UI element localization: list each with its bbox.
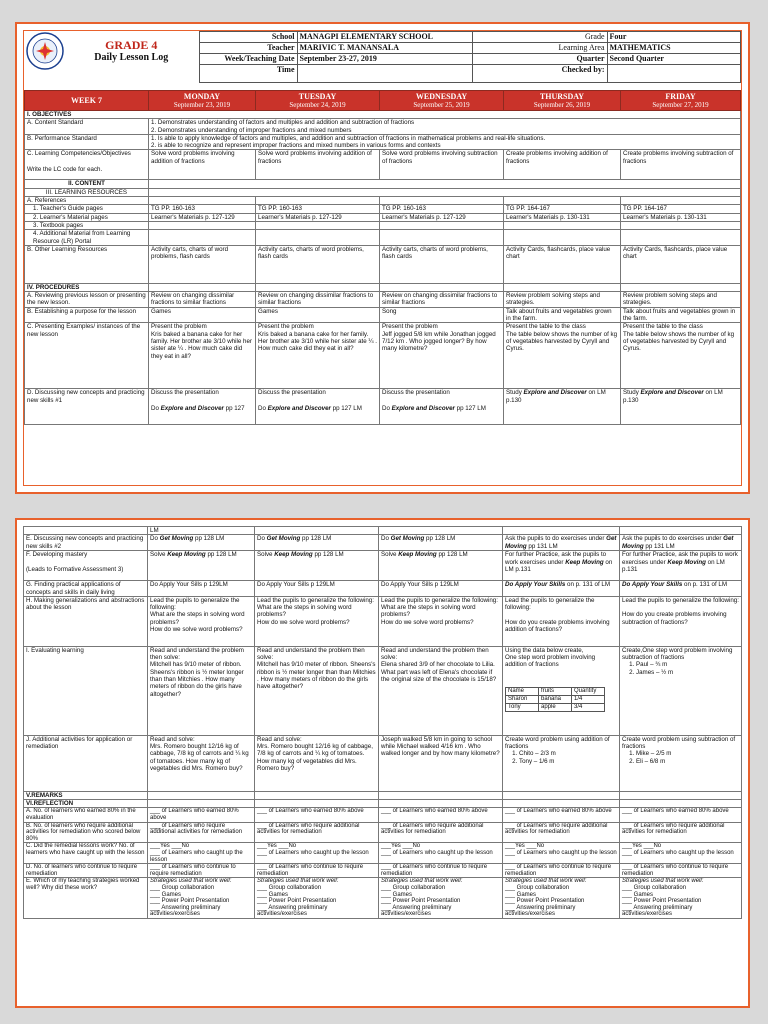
week-cell <box>25 91 149 111</box>
proc-h-wednesday: Lead the pupils to generalize the following: What are the steps in solving word problems? How do we solve word problems? <box>379 596 503 646</box>
tg-monday: TG PP. 160-163 <box>149 205 256 213</box>
proc-d-wednesday <box>380 389 504 425</box>
tg-thursday: TG PP. 164-167 <box>504 205 621 213</box>
lm-thursday: Learner's Materials p. 130-131 <box>504 213 621 221</box>
teacher-value: MARIVIC T. MANANSALA <box>297 43 472 54</box>
day-thursday <box>504 91 621 111</box>
proc-e-label: E. Discussing new concepts and practicing new skills #2 <box>24 535 148 551</box>
quarter-label: Quarter <box>472 54 607 65</box>
proc-c-friday: Present the table to the class The table below shows the number of kg of vegetables harvested by Cyryll and Cyrus. <box>621 323 741 389</box>
reflection-d-tuesday: ___ of Learners who continue to require remediation <box>255 864 379 878</box>
other-friday: Activity Cards, flashcards, place value chart <box>621 245 741 283</box>
discuss-text: Discuss the presentation <box>258 389 326 397</box>
proc-e-wednesday: Do Get Moving pp 128 LM <box>379 535 503 551</box>
proc-h-monday: Lead the pupils to generalize the following: What are the steps in solving word problems? How do we solve word problems? <box>148 596 255 646</box>
reflection-a-tuesday: ___ of Learners who earned 80% above <box>255 808 379 822</box>
list-item: 1. Chito – 2/3 m <box>519 750 617 757</box>
mini-head-name: Name <box>506 687 539 695</box>
strategies-list: ___ Group collaboration ___ Games ___ Power Point Presentation ___ Answering preliminary activities/exercises <box>505 885 585 918</box>
proc-j-thursday <box>503 735 620 791</box>
proc-f-monday: Solve Keep Moving pp 128 LM <box>148 551 255 581</box>
j-friday-text: Create word problem using subtraction of fractions <box>622 735 736 751</box>
reflection-e-friday <box>620 878 742 919</box>
proc-h-friday: Lead the pupils to generalize the following: How do you create problems involving subtraction of fractions? <box>620 596 742 646</box>
day-monday <box>149 91 256 111</box>
lesson-log-page-2 <box>15 518 750 1008</box>
reflection-e-label: E. Which of my teaching strategies worked well? Why did these work? <box>24 878 148 919</box>
proc-j-wednesday: Joseph walked 5/8 km in going to school while Michael walked 4/16 km . Who walked longer and by how many kilometre? <box>379 735 503 791</box>
strategies-heading: Strategies used that work well: <box>622 878 704 885</box>
proc-b-monday: Games <box>149 307 256 323</box>
proc-d-tuesday <box>256 389 380 425</box>
day-name: WEDNESDAY <box>415 92 468 101</box>
lc-wednesday: Solve word problems involving subtraction of fractions <box>380 150 504 180</box>
textbook-label: 3. Textbook pages <box>25 221 149 229</box>
cs-line-2: 2. Demonstrates understanding of improper fractions and mixed numbers <box>151 126 352 134</box>
deped-seal-icon <box>26 32 64 70</box>
proc-e-thursday: Ask the pupils to do exercises under Get Moving pp 131 LM <box>503 535 620 551</box>
reflection-a-label: A. No. of learners who earned 80% in the evaluation <box>24 808 148 822</box>
proc-a-tuesday: Review on changing dissimilar fractions to similar fractions <box>256 292 380 308</box>
lm-carry: LM <box>148 527 255 535</box>
strategies-list: ___ Group collaboration ___ Games ___ Power Point Presentation ___ Answering preliminary activities/exercises <box>381 885 461 918</box>
day-friday <box>621 91 741 111</box>
i-friday-text: Create,One step word problem involving subtraction of fractions <box>622 646 733 662</box>
tg-wednesday: TG PP. 160-163 <box>380 205 504 213</box>
lc-thursday: Create problems involving addition of fractions <box>504 150 621 180</box>
performance-standard-value <box>149 134 741 150</box>
proc-g-monday: Do Apply Your Sills p 129LM <box>148 581 255 597</box>
ps-line-2: 2. is able to recognize and represent improper fractions and mixed numbers in various forms and contexts <box>151 142 441 150</box>
discuss-text: Discuss the presentation <box>151 389 219 397</box>
day-date: September 26, 2019 <box>533 101 591 109</box>
strategies-list: ___ Group collaboration ___ Games ___ Power Point Presentation ___ Answering preliminary activities/exercises <box>257 885 337 918</box>
proc-g-friday: Do Apply Your Skills on p. 131 of LM <box>620 581 742 597</box>
j-thursday-text: Create word problem using addition of fractions <box>505 735 610 751</box>
lc-note: Write the LC code for each. <box>27 165 103 173</box>
tg-label: 1. Teacher's Guide pages <box>25 205 149 213</box>
reflection-c-monday: ___Yes ___No ___ of Learners who caught up the lesson <box>148 843 255 864</box>
list-item: 2. James – ½ m <box>636 669 739 676</box>
tg-tuesday: TG PP. 160-163 <box>256 205 380 213</box>
list-item: 1. Mike – 2/5 m <box>636 750 739 757</box>
week-value: September 23-27, 2019 <box>297 54 472 65</box>
time-label: Time <box>199 65 297 83</box>
do-explore-text: Do Explore and Discover pp 127 <box>151 404 245 412</box>
proc-a-thursday: Review problem solving steps and strategies. <box>504 292 621 308</box>
mini-cell: 1/4 <box>572 695 605 703</box>
objectives-heading: I. OBJECTIVES <box>25 111 741 119</box>
proc-b-wednesday: Song <box>380 307 504 323</box>
mini-head-quantity: Quantity <box>572 687 605 695</box>
lesson-log-page-1 <box>15 22 750 494</box>
mini-head-fruits: fruits <box>539 687 572 695</box>
reflection-b-wednesday: ___ of Learners who require additional activities for remediation <box>379 822 503 843</box>
reflection-b-label: B. No. of learners who require additional activities for remediation who scored below 80% <box>24 822 148 843</box>
school-value: MANAGPI ELEMENTARY SCHOOL <box>297 32 472 43</box>
lr-portal-label: 4. Additional Material from Learning Resource (LR) Portal <box>25 230 149 246</box>
proc-j-monday: Read and solve: Mrs. Romero bought 12/16 kg of cabbage, 7/8 kg of carrots and ¼ kg of tomatoes. How many kg of vegetables did Mrs. Romero buy? <box>148 735 255 791</box>
day-name: MONDAY <box>183 92 221 101</box>
mini-cell: Tony <box>506 703 539 711</box>
reflection-a-wednesday: ___ of Learners who earned 80% above <box>379 808 503 822</box>
proc-e-tuesday: Do Get Moving pp 128 LM <box>255 535 379 551</box>
i-friday-list <box>622 661 739 676</box>
strategies-list: ___ Group collaboration ___ Games ___ Power Point Presentation ___ Answering preliminary activities/exercises <box>150 885 230 918</box>
reflection-b-friday: ___ of Learners who require additional activities for remediation <box>620 822 742 843</box>
proc-g-tuesday: Do Apply Your Sills p 129LM <box>255 581 379 597</box>
performance-standard-label: B. Performance Standard <box>25 134 149 150</box>
proc-i-monday: Read and understand the problem then solve: Mitchell has 9/10 meter of ribbon. Sheens's ribbon is ½ meter longer than than Mitchies . How many meters of ribbon do the girls have altogether? <box>148 646 255 735</box>
procedures-heading: IV. PROCEDURES <box>25 283 149 291</box>
proc-f-note: (Leads to Formative Assessment 3) <box>26 565 124 573</box>
other-monday: Activity carts, charts of word problems, flash cards <box>149 245 256 283</box>
time-value <box>297 65 472 83</box>
week-label: Week/Teaching Date <box>199 54 297 65</box>
reflection-b-tuesday: ___ of Learners who require additional activities for remediation <box>255 822 379 843</box>
proc-h-tuesday: Lead the pupils to generalize the following: What are the steps in solving word problems? How do we solve word problems? <box>255 596 379 646</box>
lc-monday: Solve word problems involving addition of fractions <box>149 150 256 180</box>
mini-cell: 3/4 <box>572 703 605 711</box>
tg-friday: TG PP. 164-167 <box>621 205 741 213</box>
proc-f-title: F. Developing mastery <box>26 551 88 559</box>
proc-d-monday <box>149 389 256 425</box>
lc-friday: Create problems involving subtraction of fractions <box>621 150 741 180</box>
proc-h-thursday: Lead the pupils to generalize the following: How do you create problems involving addition of fractions? <box>503 596 620 646</box>
reflection-a-friday: ___ of Learners who earned 80% above <box>620 808 742 822</box>
proc-e-friday: Ask the pupils to do exercises under Get Moving pp 131 LM <box>620 535 742 551</box>
reflection-a-monday: ___ of Learners who earned 80% above <box>148 808 255 822</box>
reflection-e-tuesday <box>255 878 379 919</box>
proc-a-monday: Review on changing dissimilar fractions to similar fractions <box>149 292 256 308</box>
proc-d-friday: Study Explore and Discover on LM p.130 <box>621 389 741 425</box>
reflection-d-friday: ___ of Learners who continue to require remediation <box>620 864 742 878</box>
proc-b-tuesday: Games <box>256 307 380 323</box>
proc-c-thursday: Present the table to the class The table below shows the number of kg of vegetables harvested by Cyryll and Cyrus. <box>504 323 621 389</box>
proc-j-friday <box>620 735 742 791</box>
j-thursday-list <box>505 750 617 765</box>
reflection-c-thursday: ___Yes ___No ___ of Learners who caught up the lesson <box>503 843 620 864</box>
lc-tuesday: Solve word problems involving addition of fractions <box>256 150 380 180</box>
title-block <box>64 32 199 83</box>
content-standard-label: A. Content Standard <box>25 119 149 135</box>
proc-b-friday: Talk about fruits and vegetables grown in the farm. <box>621 307 741 323</box>
other-resources-label: B. Other Learning Resources <box>25 245 149 283</box>
quarter-value: Second Quarter <box>607 54 741 65</box>
do-explore-text: Do Explore and Discover pp 127 LM <box>382 404 486 412</box>
school-label: School <box>199 32 297 43</box>
strategies-heading: Strategies used that work well: <box>505 878 587 885</box>
proc-g-wednesday: Do Apply Your Sills p 129LM <box>379 581 503 597</box>
week-number: WEEK 7 <box>71 96 102 105</box>
reflection-e-monday <box>148 878 255 919</box>
list-item: 2. Tony – 1/6 m <box>519 758 617 765</box>
resources-heading: III. LEARNING RESOURCES <box>25 188 149 196</box>
strategies-heading: Strategies used that work well: <box>257 878 339 885</box>
day-date: September 23, 2019 <box>173 101 231 109</box>
do-explore-text: Do Explore and Discover pp 127 LM <box>258 404 362 412</box>
content-standard-value <box>149 119 741 135</box>
competencies-title: C. Learning Competencies/Objectives <box>27 150 131 158</box>
proc-c-monday: Present the problem Kris baked a banana cake for her family. Her brother ate 3/10 while her sister ate ¼ . How much cake did they eat in all? <box>149 323 256 389</box>
page-1-frame <box>23 30 742 486</box>
day-date: September 25, 2019 <box>413 101 470 109</box>
proc-b-label: B. Establishing a purpose for the lesson <box>25 307 149 323</box>
reflection-b-thursday: ___ of Learners who require additional activities for remediation <box>503 822 620 843</box>
proc-c-label: C. Presenting Examples/ instances of the new lesson <box>25 323 149 389</box>
lesson-table-1 <box>24 90 741 425</box>
proc-d-thursday: Study Explore and Discover on LM p.130 <box>504 389 621 425</box>
proc-j-label: J. Additional activities for application or remediation <box>24 735 148 791</box>
lm-tuesday: Learner's Materials p. 127-129 <box>256 213 380 221</box>
mini-cell: apple <box>539 703 572 711</box>
other-tuesday: Activity carts, charts of word problems, flash cards <box>256 245 380 283</box>
other-wednesday: Activity carts, charts of word problems, flash cards <box>380 245 504 283</box>
discuss-text: Discuss the presentation <box>382 389 450 397</box>
remarks-heading: V.REMARKS <box>24 791 148 799</box>
day-name: TUESDAY <box>298 92 337 101</box>
proc-c-wednesday: Present the problem Jeff jogged 5/8 km while Jonathan jogged 7/12 km . Who jogged longer? By how many kilometre? <box>380 323 504 389</box>
day-name: FRIDAY <box>665 92 696 101</box>
grade-value: Four <box>607 32 741 43</box>
page-2-frame <box>23 526 742 1000</box>
proc-a-wednesday: Review on changing dissimilar fractions to similar fractions <box>380 292 504 308</box>
lm-label: 2. Learner's Material pages <box>25 213 149 221</box>
reflection-b-monday: ___ of Learners who require additional activities for remediation <box>148 822 255 843</box>
fruit-data-table <box>505 687 605 712</box>
proc-f-label <box>24 551 148 581</box>
proc-f-wednesday: Solve Keep Moving pp 128 LM <box>379 551 503 581</box>
references-heading: A. References <box>25 197 149 205</box>
reflection-d-label: D. No. of learners who continue to require remediation <box>24 864 148 878</box>
lesson-table-2 <box>23 526 742 919</box>
area-value: MATHEMATICS <box>607 43 741 54</box>
proc-c-tuesday: Present the problem Kris baked a banana cake for her family. Her brother ate 3/10 while her sister ate ¼ . How much cake did they eat in all? <box>256 323 380 389</box>
proc-f-tuesday: Solve Keep Moving pp 128 LM <box>255 551 379 581</box>
competencies-label <box>25 150 149 180</box>
reflection-heading: VI.REFLECTION <box>24 800 148 808</box>
reflection-a-thursday: ___ of Learners who earned 80% above <box>503 808 620 822</box>
proc-a-friday: Review problem solving steps and strategies. <box>621 292 741 308</box>
mini-cell: Sharon <box>506 695 539 703</box>
reflection-e-thursday <box>503 878 620 919</box>
proc-a-label: A. Reviewing previous lesson or presenting the new lesson. <box>25 292 149 308</box>
proc-i-thursday <box>503 646 620 735</box>
area-label: Learning Area <box>472 43 607 54</box>
reflection-e-wednesday <box>379 878 503 919</box>
header-table <box>24 31 741 83</box>
lm-friday: Learner's Materials p. 130-131 <box>621 213 741 221</box>
proc-e-monday: Do Get Moving pp 128 LM <box>148 535 255 551</box>
proc-g-thursday: Do Apply Your Skills on p. 131 of LM <box>503 581 620 597</box>
strategies-list: ___ Group collaboration ___ Games ___ Power Point Presentation ___ Answering preliminary activities/exercises <box>622 885 702 918</box>
proc-j-tuesday: Read and solve: Mrs. Romero bought 12/16 kg of cabbage, 7/8 kg of carrots and ¼ kg of tomatoes. How many kg of vegetables did Mrs. Romero buy? <box>255 735 379 791</box>
ps-line-1: 1. Is able to apply knowledge of factors and multiples, and addition and subtraction of fractions in mathematical problems and real-life situations. <box>151 134 546 142</box>
day-date: September 24, 2019 <box>289 101 346 109</box>
mini-cell: banana <box>539 695 572 703</box>
reflection-c-tuesday: ___Yes ___No ___ of Learners who caught up the lesson <box>255 843 379 864</box>
proc-h-label: H. Making generalizations and abstractions about the lesson <box>24 596 148 646</box>
reflection-c-label: C. Did the remedial lessons work? No. of learners who have caught up with the lesson <box>24 843 148 864</box>
proc-f-friday: For further Practice, ask the pupils to work exercises under Keep Moving on LM p.131 <box>620 551 742 581</box>
grade-title: GRADE 4 <box>105 37 158 52</box>
other-thursday: Activity Cards, flashcards, place value chart <box>504 245 621 283</box>
proc-d-label: D. Discussing new concepts and practicing new skills #1 <box>25 389 149 425</box>
proc-f-thursday: For further Practice, ask the pupils to work exercises under Keep Moving on LM p.131 <box>503 551 620 581</box>
proc-b-thursday: Talk about fruits and vegetables grown in the farm. <box>504 307 621 323</box>
lm-wednesday: Learner's Materials p. 127-129 <box>380 213 504 221</box>
list-item: 2. Eli – 6/8 m <box>636 758 739 765</box>
cs-line-1: 1. Demonstrates understanding of factors and multiples and addition and subtraction of fractions <box>151 119 415 127</box>
day-header-row <box>25 91 741 111</box>
proc-i-label: I. Evaluating learning <box>24 646 148 735</box>
list-item: 1. Paul – ¾ m <box>636 661 739 668</box>
proc-i-wednesday: Read and understand the problem then solve: Elena shared 3/9 of her chocolate to Lilia. What part was left of Elena's chocolate if the original size of the chocolate is 15/18? <box>379 646 503 735</box>
j-friday-list <box>622 750 739 765</box>
proc-i-tuesday: Read and understand the problem then solve: Mitchell has 9/10 meter of ribbon. Sheens's ribbon is ½ meter longer than than Mitchies . How many meters of ribbon do the girls have altogether? <box>255 646 379 735</box>
strategies-heading: Strategies used that work well: <box>381 878 463 885</box>
proc-i-friday <box>620 646 742 735</box>
strategies-heading: Strategies used that work well: <box>150 878 232 885</box>
dll-title: Daily Lesson Log <box>94 51 169 63</box>
deped-seal <box>24 32 64 83</box>
lm-monday: Learner's Materials p. 127-129 <box>149 213 256 221</box>
reflection-d-monday: ___ of Learners who continue to require remediation <box>148 864 255 878</box>
grade-label: Grade <box>472 32 607 43</box>
reflection-d-wednesday: ___ of Learners who continue to require remediation <box>379 864 503 878</box>
teacher-label: Teacher <box>199 43 297 54</box>
day-wednesday <box>380 91 504 111</box>
proc-g-label: G. Finding practical applications of concepts and skills in daily living <box>24 581 148 597</box>
reflection-d-thursday: ___ of Learners who continue to require remediation <box>503 864 620 878</box>
reflection-c-friday: ___Yes ___No ___ of Learners who caught up the lesson <box>620 843 742 864</box>
i-thursday-text: Using the data below create, One step word problem involving addition of fractions <box>505 646 596 669</box>
day-date: September 27, 2019 <box>652 101 709 109</box>
day-tuesday <box>256 91 380 111</box>
checked-label: Checked by: <box>472 65 607 83</box>
reflection-c-wednesday: ___Yes ___No ___ of Learners who caught up the lesson <box>379 843 503 864</box>
content-heading: II. CONTENT <box>25 180 149 188</box>
checked-value <box>607 65 741 83</box>
day-name: THURSDAY <box>539 92 585 101</box>
